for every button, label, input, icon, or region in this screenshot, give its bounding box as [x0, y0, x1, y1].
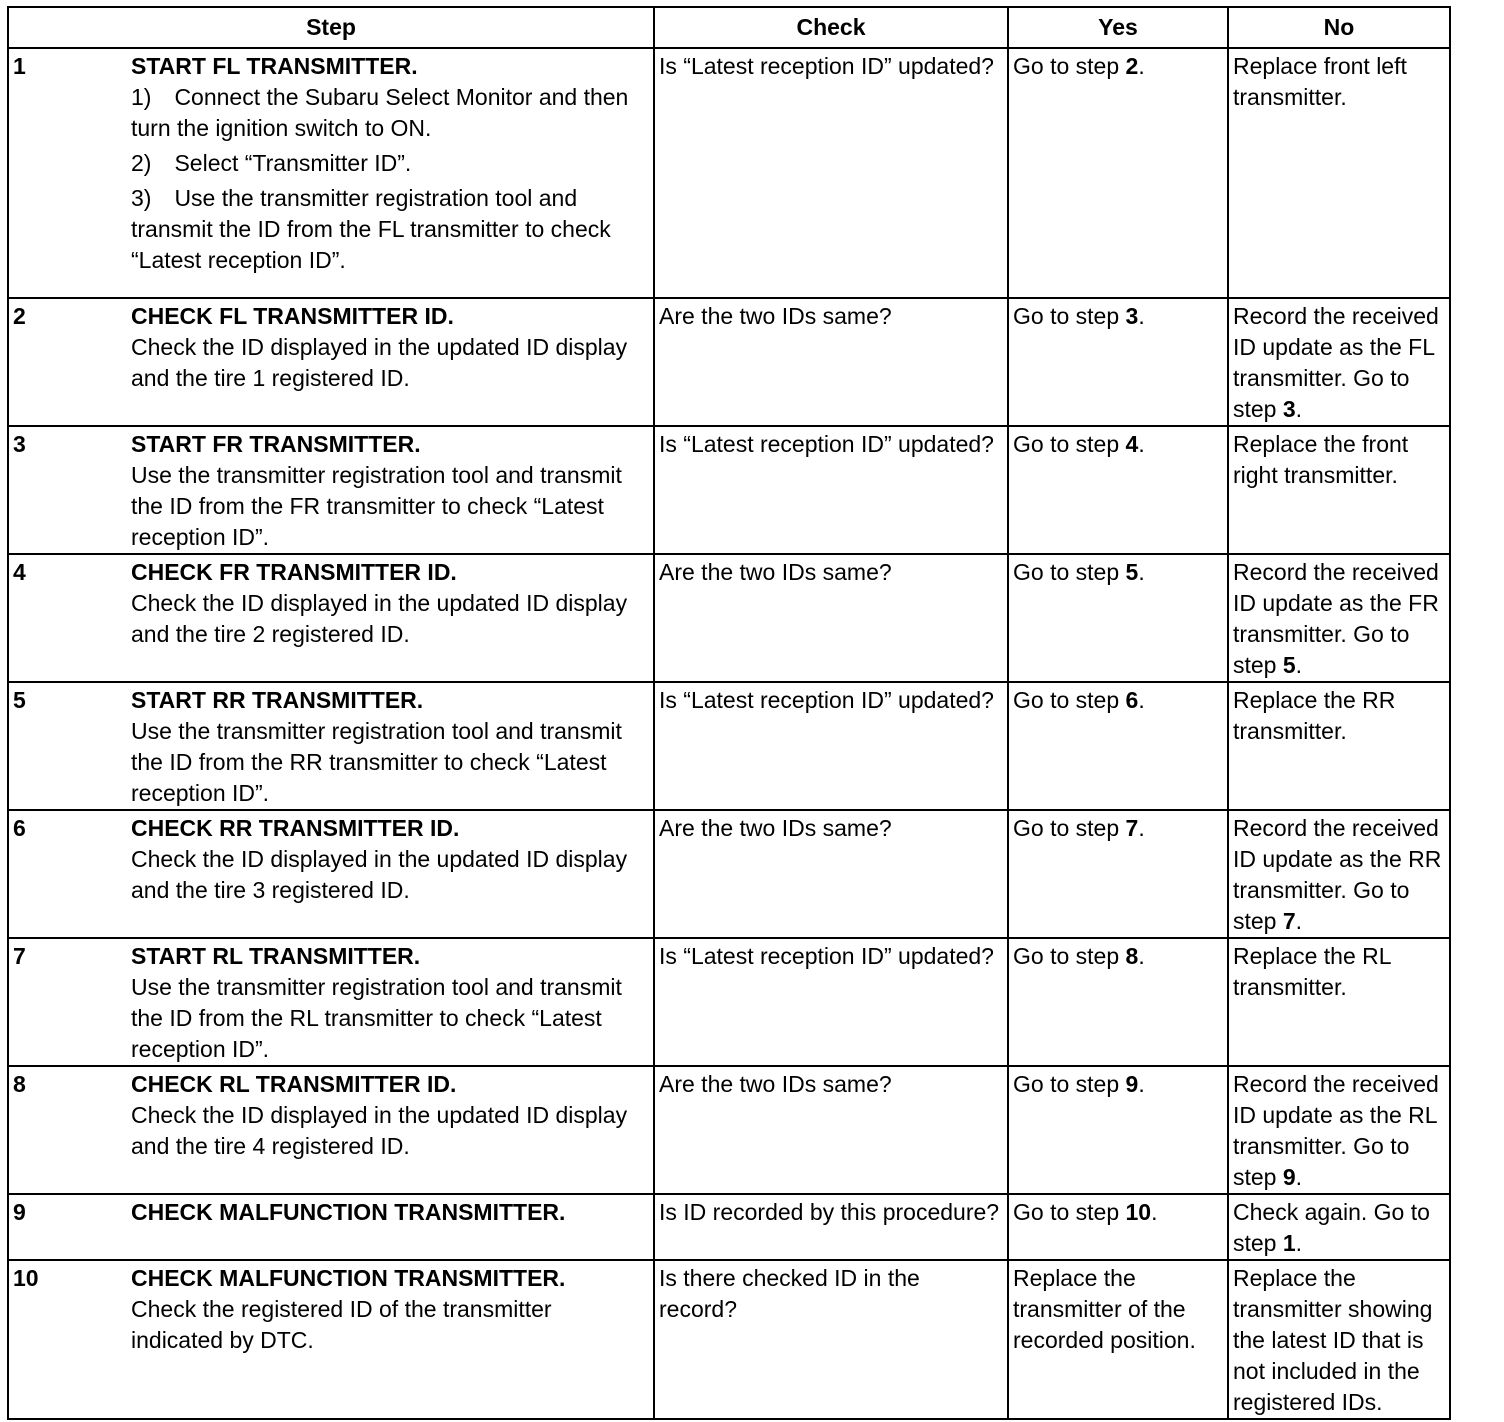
yes-cell: Go to step 10.	[1008, 1194, 1228, 1260]
step-number: 7	[13, 943, 26, 969]
step-description: Use the transmitter registration tool and transmit the ID from the RL transmitter to check “Latest reception ID”.	[131, 974, 622, 1062]
step-title: CHECK RR TRANSMITTER ID.	[131, 815, 460, 841]
step-number: 8	[13, 1071, 26, 1097]
step-cell	[8, 938, 654, 1066]
check-cell: Are the two IDs same?	[654, 810, 1008, 938]
no-cell: Record the received ID update as the RL transmitter. Go to step 9.	[1228, 1066, 1450, 1194]
header-check: Check	[654, 7, 1008, 48]
no-cell: Replace front left transmitter.	[1228, 48, 1450, 298]
step-cell	[8, 426, 654, 554]
check-cell: Are the two IDs same?	[654, 554, 1008, 682]
diagnostic-table	[7, 6, 1451, 1420]
step-description: Check the ID displayed in the updated ID display and the tire 4 registered ID.	[131, 1102, 628, 1159]
step-substep: 1) Connect the Subaru Select Monitor and then turn the ignition switch to ON.	[131, 84, 629, 141]
step-number: 9	[13, 1199, 26, 1225]
table-header-row	[8, 7, 1450, 48]
table-row	[8, 1260, 1450, 1419]
step-cell	[8, 1066, 654, 1194]
table-row	[8, 554, 1450, 682]
table-row	[8, 426, 1450, 554]
yes-cell: Go to step 6.	[1008, 682, 1228, 810]
step-title: CHECK FL TRANSMITTER ID.	[131, 303, 454, 329]
no-cell: Replace the RR transmitter.	[1228, 682, 1450, 810]
step-description: Use the transmitter registration tool and transmit the ID from the FR transmitter to check “Latest reception ID”.	[131, 462, 622, 550]
check-cell: Is ID recorded by this procedure?	[654, 1194, 1008, 1260]
header-no: No	[1228, 7, 1450, 48]
step-number: 5	[13, 687, 26, 713]
step-number: 6	[13, 815, 26, 841]
check-cell: Is “Latest reception ID” updated?	[654, 426, 1008, 554]
no-cell: Replace the transmitter showing the latest ID that is not included in the registered IDs.	[1228, 1260, 1450, 1419]
table-row	[8, 1194, 1450, 1260]
step-cell	[8, 48, 654, 298]
header-step: Step	[8, 7, 654, 48]
no-cell: Record the received ID update as the RR transmitter. Go to step 7.	[1228, 810, 1450, 938]
step-number: 3	[13, 431, 26, 457]
yes-cell: Go to step 4.	[1008, 426, 1228, 554]
step-title: CHECK FR TRANSMITTER ID.	[131, 559, 457, 585]
step-number: 1	[13, 53, 26, 79]
table-row	[8, 682, 1450, 810]
step-cell	[8, 1194, 654, 1260]
no-cell: Record the received ID update as the FR transmitter. Go to step 5.	[1228, 554, 1450, 682]
yes-cell: Go to step 2.	[1008, 48, 1228, 298]
step-description: Check the ID displayed in the updated ID display and the tire 2 registered ID.	[131, 590, 628, 647]
yes-cell: Go to step 5.	[1008, 554, 1228, 682]
table-row	[8, 1066, 1450, 1194]
table-row	[8, 938, 1450, 1066]
step-title: START FR TRANSMITTER.	[131, 431, 421, 457]
step-cell	[8, 810, 654, 938]
yes-cell: Go to step 8.	[1008, 938, 1228, 1066]
step-cell	[8, 554, 654, 682]
table-row	[8, 48, 1450, 298]
no-cell: Check again. Go to step 1.	[1228, 1194, 1450, 1260]
step-number: 2	[13, 303, 26, 329]
check-cell: Are the two IDs same?	[654, 298, 1008, 426]
step-title: START FL TRANSMITTER.	[131, 53, 418, 79]
no-cell: Replace the front right transmitter.	[1228, 426, 1450, 554]
check-cell: Are the two IDs same?	[654, 1066, 1008, 1194]
step-title: CHECK MALFUNCTION TRANSMITTER.	[131, 1265, 566, 1291]
no-cell: Record the received ID update as the FL transmitter. Go to step 3.	[1228, 298, 1450, 426]
step-number: 10	[13, 1265, 39, 1291]
step-description: Check the registered ID of the transmitter indicated by DTC.	[131, 1296, 552, 1353]
step-description: Use the transmitter registration tool and transmit the ID from the RR transmitter to check “Latest reception ID”.	[131, 718, 622, 806]
step-cell	[8, 1260, 654, 1419]
yes-cell: Replace the transmitter of the recorded position.	[1008, 1260, 1228, 1419]
check-cell: Is there checked ID in the record?	[654, 1260, 1008, 1419]
step-substep: 2) Select “Transmitter ID”.	[131, 150, 412, 176]
table-row	[8, 298, 1450, 426]
step-title: START RR TRANSMITTER.	[131, 687, 424, 713]
yes-cell: Go to step 7.	[1008, 810, 1228, 938]
step-substep: 3) Use the transmitter registration tool and transmit the ID from the FL transmitter to check “Latest reception ID”.	[131, 185, 611, 273]
yes-cell: Go to step 3.	[1008, 298, 1228, 426]
step-cell	[8, 682, 654, 810]
check-cell: Is “Latest reception ID” updated?	[654, 682, 1008, 810]
step-title: START RL TRANSMITTER.	[131, 943, 421, 969]
yes-cell: Go to step 9.	[1008, 1066, 1228, 1194]
step-description: Check the ID displayed in the updated ID display and the tire 3 registered ID.	[131, 846, 628, 903]
no-cell: Replace the RL transmitter.	[1228, 938, 1450, 1066]
step-cell	[8, 298, 654, 426]
table-row	[8, 810, 1450, 938]
step-description: Check the ID displayed in the updated ID display and the tire 1 registered ID.	[131, 334, 628, 391]
step-number: 4	[13, 559, 26, 585]
check-cell: Is “Latest reception ID” updated?	[654, 938, 1008, 1066]
header-yes: Yes	[1008, 7, 1228, 48]
step-title: CHECK RL TRANSMITTER ID.	[131, 1071, 457, 1097]
check-cell: Is “Latest reception ID” updated?	[654, 48, 1008, 298]
step-title: CHECK MALFUNCTION TRANSMITTER.	[131, 1199, 566, 1225]
